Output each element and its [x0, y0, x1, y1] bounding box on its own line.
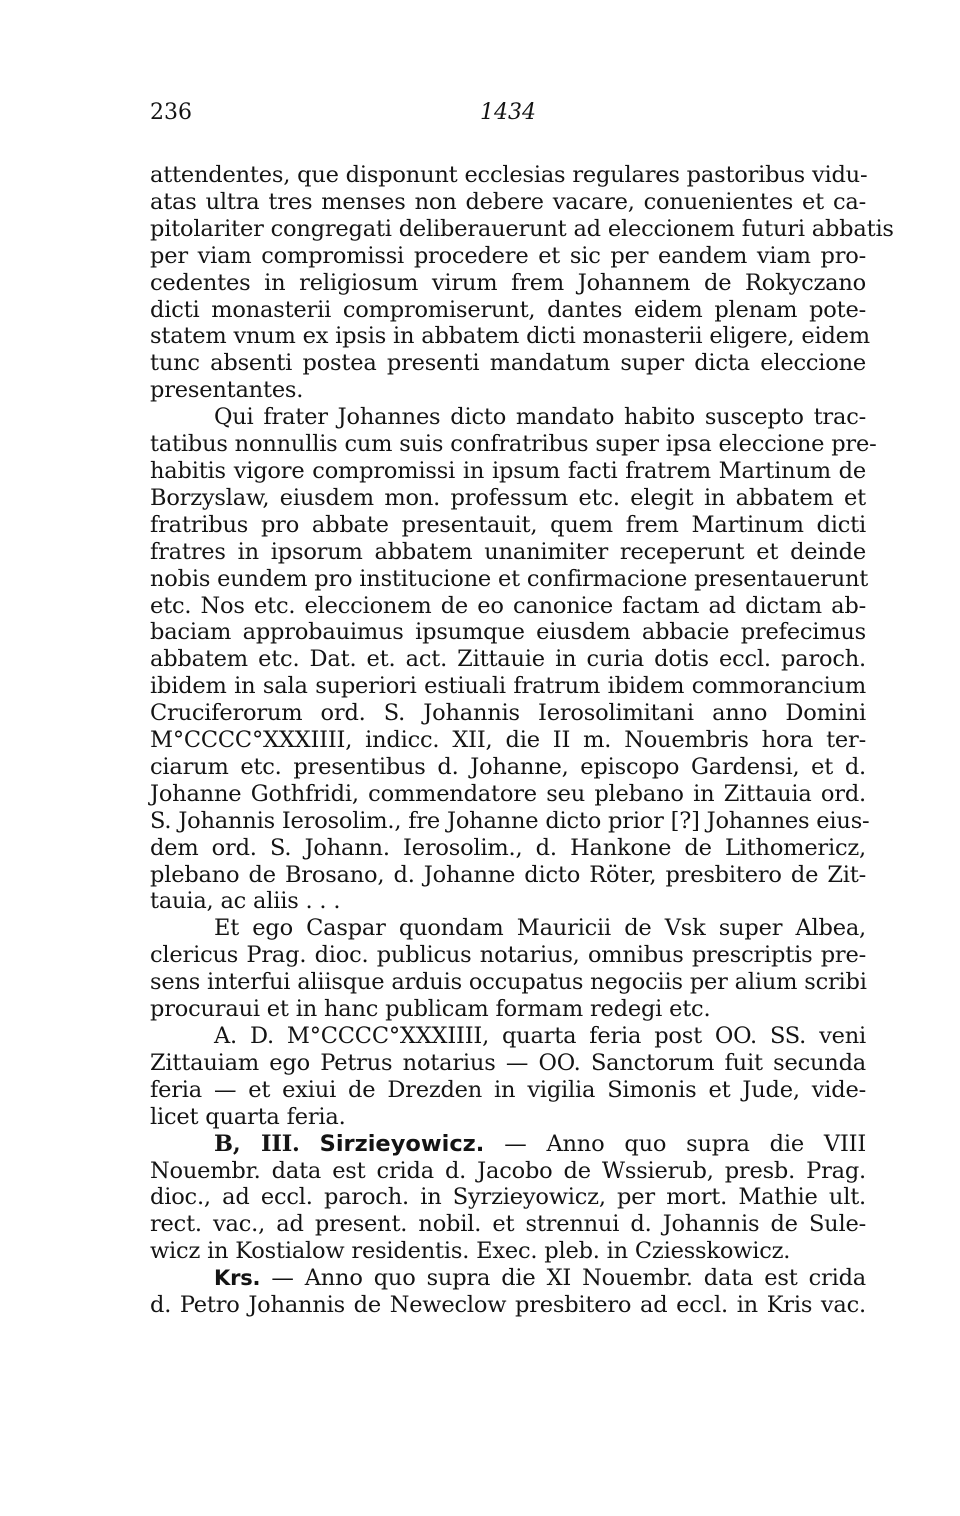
text-line: per viam compromissi procedere et sic per eandem viam pro-: [150, 242, 866, 269]
entry-marker: B, III.: [214, 1130, 300, 1157]
text-line: S. Johannis Ierosolim., fre Johanne dicto prior [?] Johannes eius-: [150, 807, 870, 834]
text-line: Johanne Gothfridi, commendatore seu plebano in Zittauia ord.: [150, 780, 866, 807]
text-line: Borzyslaw, eiusdem mon. professum etc. elegit in abbatem et: [150, 484, 866, 511]
text-line: presentantes.: [150, 377, 304, 404]
text-line: tunc absenti postea presenti mandatum super dicta eleccione: [150, 350, 866, 377]
text-line: d. Petro Johannis de Neweclow presbitero ad eccl. in Kris vac.: [150, 1292, 866, 1319]
text-line: plebano de Brosano, d. Johanne dicto Röter, presbitero de Zit-: [150, 861, 866, 888]
text-line: Nouembr. data est crida d. Jacobo de Wssierub, presb. Prag.: [150, 1157, 866, 1184]
entry-title: Krs.: [214, 1266, 261, 1291]
text-line: atas ultra tres menses non debere vacare, conuenientes et ca-: [150, 188, 866, 215]
page-header: [150, 100, 866, 132]
text-line: pitolariter congregati deliberauerunt ad eleccionem futuri abbatis: [150, 215, 894, 242]
text-line: etc. Nos etc. eleccionem de eo canonice factam ad dictam ab-: [150, 592, 866, 619]
text-line: statem vnum ex ipsis in abbatem dicti monasterii eligere, eidem: [150, 323, 870, 350]
running-header-year: 1434: [480, 100, 536, 125]
text-line: ibidem in sala superiori estiuali fratrum ibidem commorancium: [150, 673, 866, 700]
text-line: rect. vac., ad present. nobil. et strennui d. Johannis de Sule-: [150, 1211, 866, 1238]
entry-title: Sirzieyowicz.: [319, 1130, 485, 1157]
text-line: ciarum etc. presentibus d. Johanne, episcopo Gardensi, et d.: [150, 753, 866, 780]
text-line: wicz in Kostialow residentis. Exec. pleb. in Cziesskowicz.: [150, 1238, 791, 1265]
entry-text: — Anno quo supra die XI Nouembr. data est crida: [271, 1265, 866, 1292]
text-line: procuraui et in hanc publicam formam redegi etc.: [150, 996, 711, 1023]
text-line: abbatem etc. Dat. et. act. Zittauie in curia dotis eccl. paroch.: [150, 646, 866, 673]
text-line: habitis vigore compromissi in ipsum facti fratrem Martinum de: [150, 457, 866, 484]
text-line: tatibus nonnullis cum suis confratribus super ipsa eleccione pre-: [150, 431, 877, 458]
body-text: [150, 162, 894, 1319]
text-line: feria — et exiui de Drezden in vigilia Simonis et Jude, vide-: [150, 1076, 866, 1103]
text-line: Zittauiam ego Petrus notarius — OO. Sanctorum fuit secunda: [150, 1049, 866, 1076]
text-line: fratres in ipsorum abbatem unanimiter receperunt et deinde: [150, 538, 866, 565]
text-line: nobis eundem pro institucione et confirmacione presentauerunt: [150, 565, 869, 592]
text-line: dicti monasterii compromiserunt, dantes eidem plenam pote-: [150, 296, 866, 323]
entry-text: — Anno quo supra die VIII: [504, 1130, 867, 1157]
page-number: 236: [150, 100, 192, 125]
text-line: M°CCCC°XXXIIII, indicc. XII, die II m. Nouembris hora ter-: [150, 727, 866, 754]
text-line: baciam approbauimus ipsumque eiusdem abbacie prefecimus: [150, 619, 866, 646]
entry-heading-line: [150, 1265, 866, 1292]
text-line: dioc., ad eccl. paroch. in Syrzieyowicz, per mort. Mathie ult.: [150, 1184, 866, 1211]
text-line: sens interfui aliisque arduis occupatus negociis per alium scribi: [150, 969, 867, 996]
text-line: Qui frater Johannes dicto mandato habito suscepto trac-: [214, 404, 866, 431]
text-line: licet quarta feria.: [150, 1103, 346, 1130]
text-line: dem ord. S. Johann. Ierosolim., d. Hankone de Lithomericz,: [150, 834, 866, 861]
text-line: attendentes, que disponunt ecclesias regulares pastoribus vidu-: [150, 162, 868, 188]
text-line: A. D. M°CCCC°XXXIIII, quarta feria post OO. SS. veni: [214, 1023, 866, 1049]
text-line: clericus Prag. dioc. publicus notarius, omnibus prescriptis pre-: [150, 942, 866, 969]
text-line: tauia, ac aliis . . .: [150, 888, 341, 915]
text-line: Et ego Caspar quondam Mauricii de Vsk super Albea,: [214, 915, 866, 942]
text-line: fratribus pro abbate presentauit, quem frem Martinum dicti: [150, 511, 866, 538]
text-line: Cruciferorum ord. S. Johannis Ierosolimitani anno Domini: [150, 700, 866, 727]
entry-heading-line: [150, 1131, 866, 1158]
text-line: cedentes in religiosum virum frem Johannem de Rokyczano: [150, 269, 866, 296]
